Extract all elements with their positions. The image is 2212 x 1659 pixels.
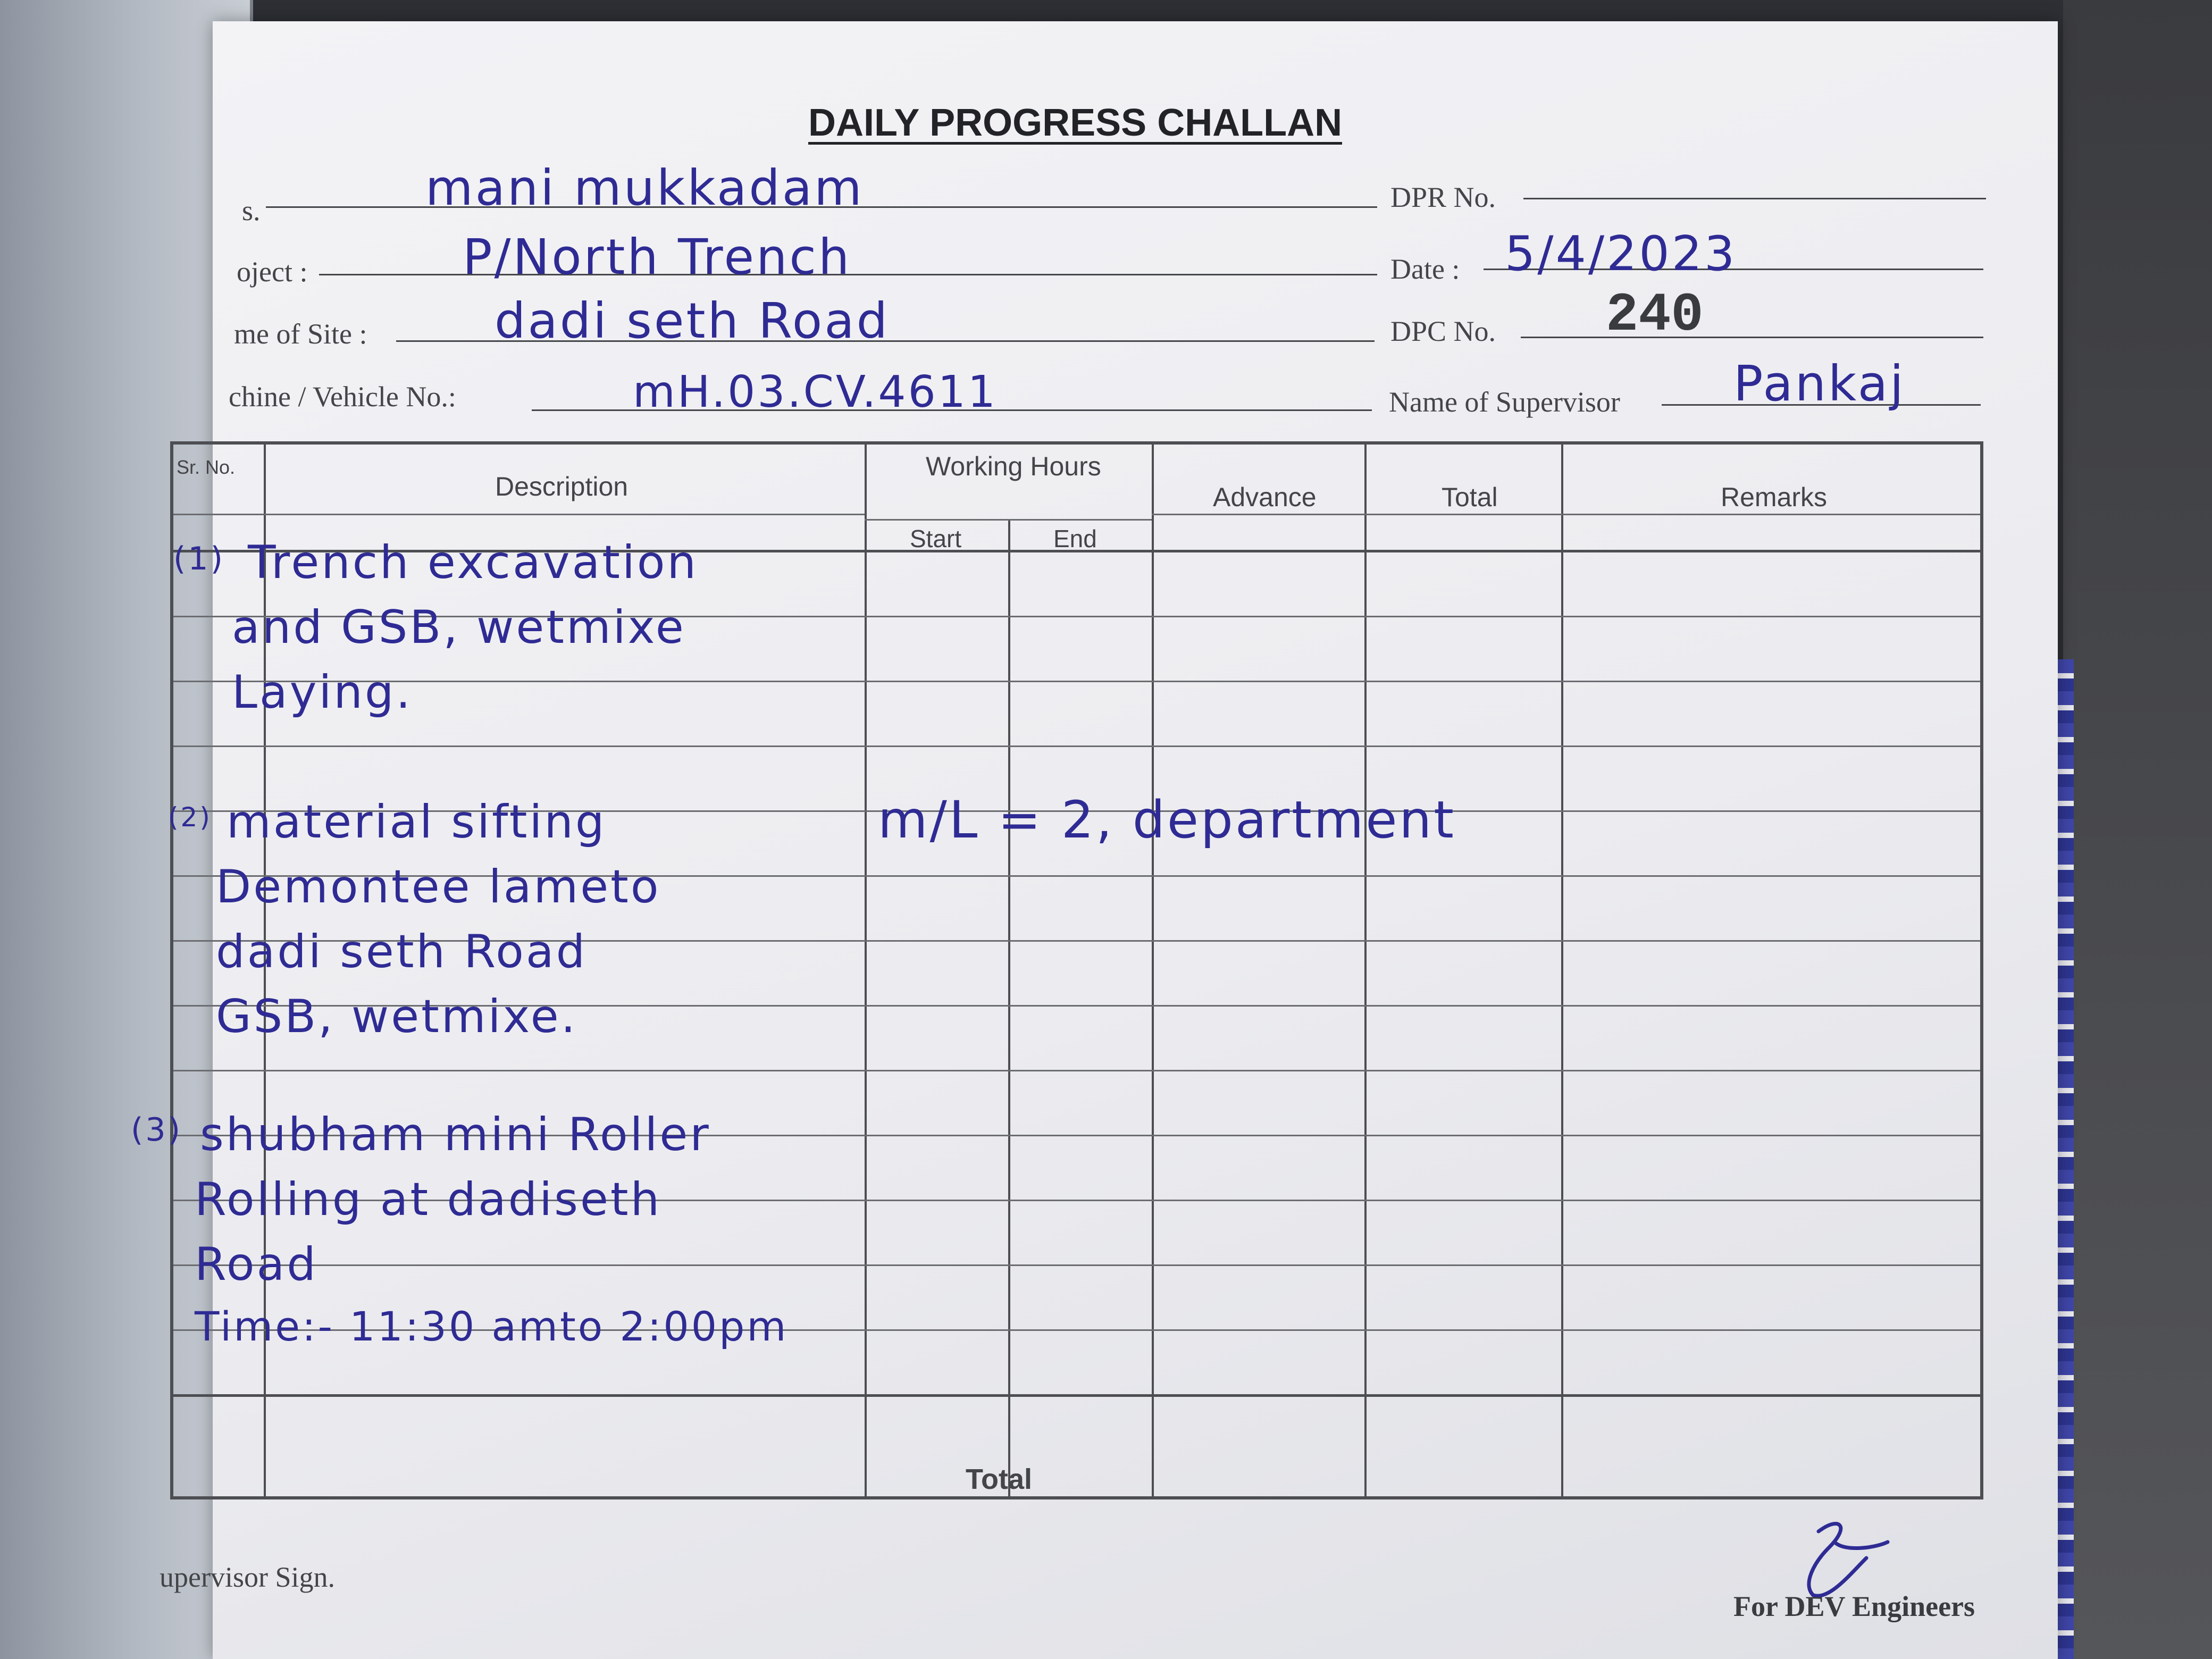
row-rule: [173, 745, 1980, 747]
row-rule: [173, 1264, 1980, 1266]
entry-number: (1): [173, 540, 225, 577]
header-end: End: [1053, 525, 1097, 552]
col-divider-description: [865, 445, 867, 1496]
header-remarks: Remarks: [1721, 482, 1828, 512]
supervisor-label: Name of Supervisor: [1389, 386, 1620, 418]
entry-line: dadi seth Road: [216, 925, 588, 978]
supervisor-sign-label: upervisor Sign.: [160, 1561, 335, 1593]
header-rule-left: [173, 514, 865, 515]
header-description: Description: [495, 472, 629, 501]
work-table: [131, 441, 1983, 1499]
name-value: mani mukkadam: [425, 160, 864, 216]
entry-line: Road: [195, 1238, 318, 1291]
project-value: P/North Trench: [463, 229, 852, 286]
entry-line: Demontee lameto: [216, 860, 661, 914]
entry-line: GSB, wetmixe.: [216, 990, 578, 1043]
working-hours-note: m/L = 2, department: [878, 790, 1456, 850]
col-divider-start: [1008, 519, 1010, 1496]
col-divider-total: [1561, 445, 1563, 1496]
entry-line: Trench excavation: [248, 536, 698, 589]
entry-number: (2): [168, 802, 212, 833]
site-value: dadi seth Road: [495, 292, 890, 349]
col-divider-end: [1152, 445, 1154, 1496]
vehicle-value: mH.03.CV.4611: [633, 367, 998, 417]
company-signature-line: For DEV Engineers: [1733, 1590, 1975, 1622]
dpc-no-label: DPC No.: [1390, 315, 1496, 347]
entry-number: (3): [131, 1111, 182, 1149]
header-rule-right: [1152, 514, 1980, 515]
header-start: Start: [910, 525, 962, 552]
project-label: oject :: [237, 256, 308, 288]
name-label: s.: [242, 195, 261, 227]
total-row-rule: [173, 1394, 1980, 1397]
vehicle-label: chine / Vehicle No.:: [229, 381, 456, 413]
col-divider-advance: [1364, 445, 1367, 1496]
dpr-no-label: DPR No.: [1390, 181, 1496, 213]
entry-line: Time:- 11:30 amto 2:00pm: [195, 1303, 789, 1350]
dpc-no-underline: [1521, 337, 1983, 338]
header-advance: Advance: [1213, 482, 1317, 512]
entry-line: shubham mini Roller: [200, 1108, 711, 1161]
table-total-label: Total: [966, 1463, 1032, 1495]
entry-line: Laying.: [232, 666, 413, 719]
working-hours-subline: [865, 519, 1152, 521]
entry-line: material sifting: [227, 795, 607, 849]
row-rule: [173, 1070, 1980, 1071]
row-rule: [173, 681, 1980, 682]
dpc-no-value: 240: [1606, 284, 1704, 346]
page-title: DAILY PROGRESS CHALLAN: [808, 102, 1343, 144]
entry-line: and GSB, wetmixe: [232, 601, 686, 654]
header-total: Total: [1442, 482, 1498, 512]
supervisor-value: Pankaj: [1733, 355, 1906, 412]
site-label: me of Site :: [234, 318, 367, 350]
header-sr-no: Sr. No.: [177, 456, 236, 478]
entry-line: Rolling at dadiseth: [195, 1173, 662, 1226]
header-working-hours: Working Hours: [926, 451, 1101, 481]
date-label: Date :: [1390, 253, 1460, 285]
dpr-no-underline: [1523, 198, 1986, 199]
background-surface: [2063, 0, 2212, 1659]
date-value: 5/4/2023: [1505, 226, 1737, 282]
